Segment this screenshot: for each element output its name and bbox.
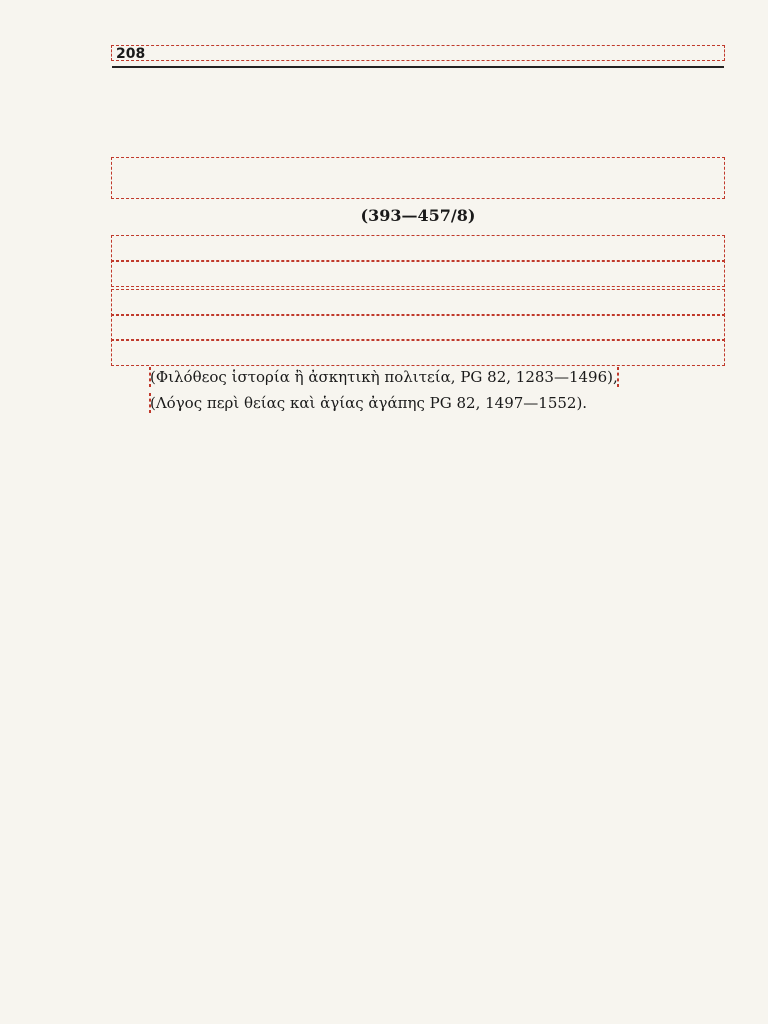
running-title (112, 46, 724, 60)
chapter-title (112, 158, 724, 198)
page-number: 208 (116, 46, 146, 62)
list-item-2-greek-title: (Λόγος περὶ θείας καὶ ἁγίας ἀγάπης (150, 393, 425, 412)
list-item-1-reference: PG 82, 1283—1496), (460, 368, 618, 386)
list-item-1 (112, 365, 724, 391)
list-item-1-greek-title: (Φιλόθεος ἱστορία ἢ ἀσκητικὴ πολιτεία, (150, 368, 456, 386)
running-header (112, 44, 724, 68)
paragraph-return (112, 290, 724, 315)
paragraph-translations (112, 340, 724, 365)
body-text (112, 236, 724, 416)
chapter-dates: (393—457/8) (360, 206, 476, 225)
list-item-2 (112, 391, 724, 417)
list-item-2-reference: PG 82, 1497—1552). (429, 393, 588, 412)
paragraph-condemnation (112, 261, 724, 286)
paragraph-intro (112, 236, 724, 261)
paragraph-legacy (112, 315, 724, 340)
